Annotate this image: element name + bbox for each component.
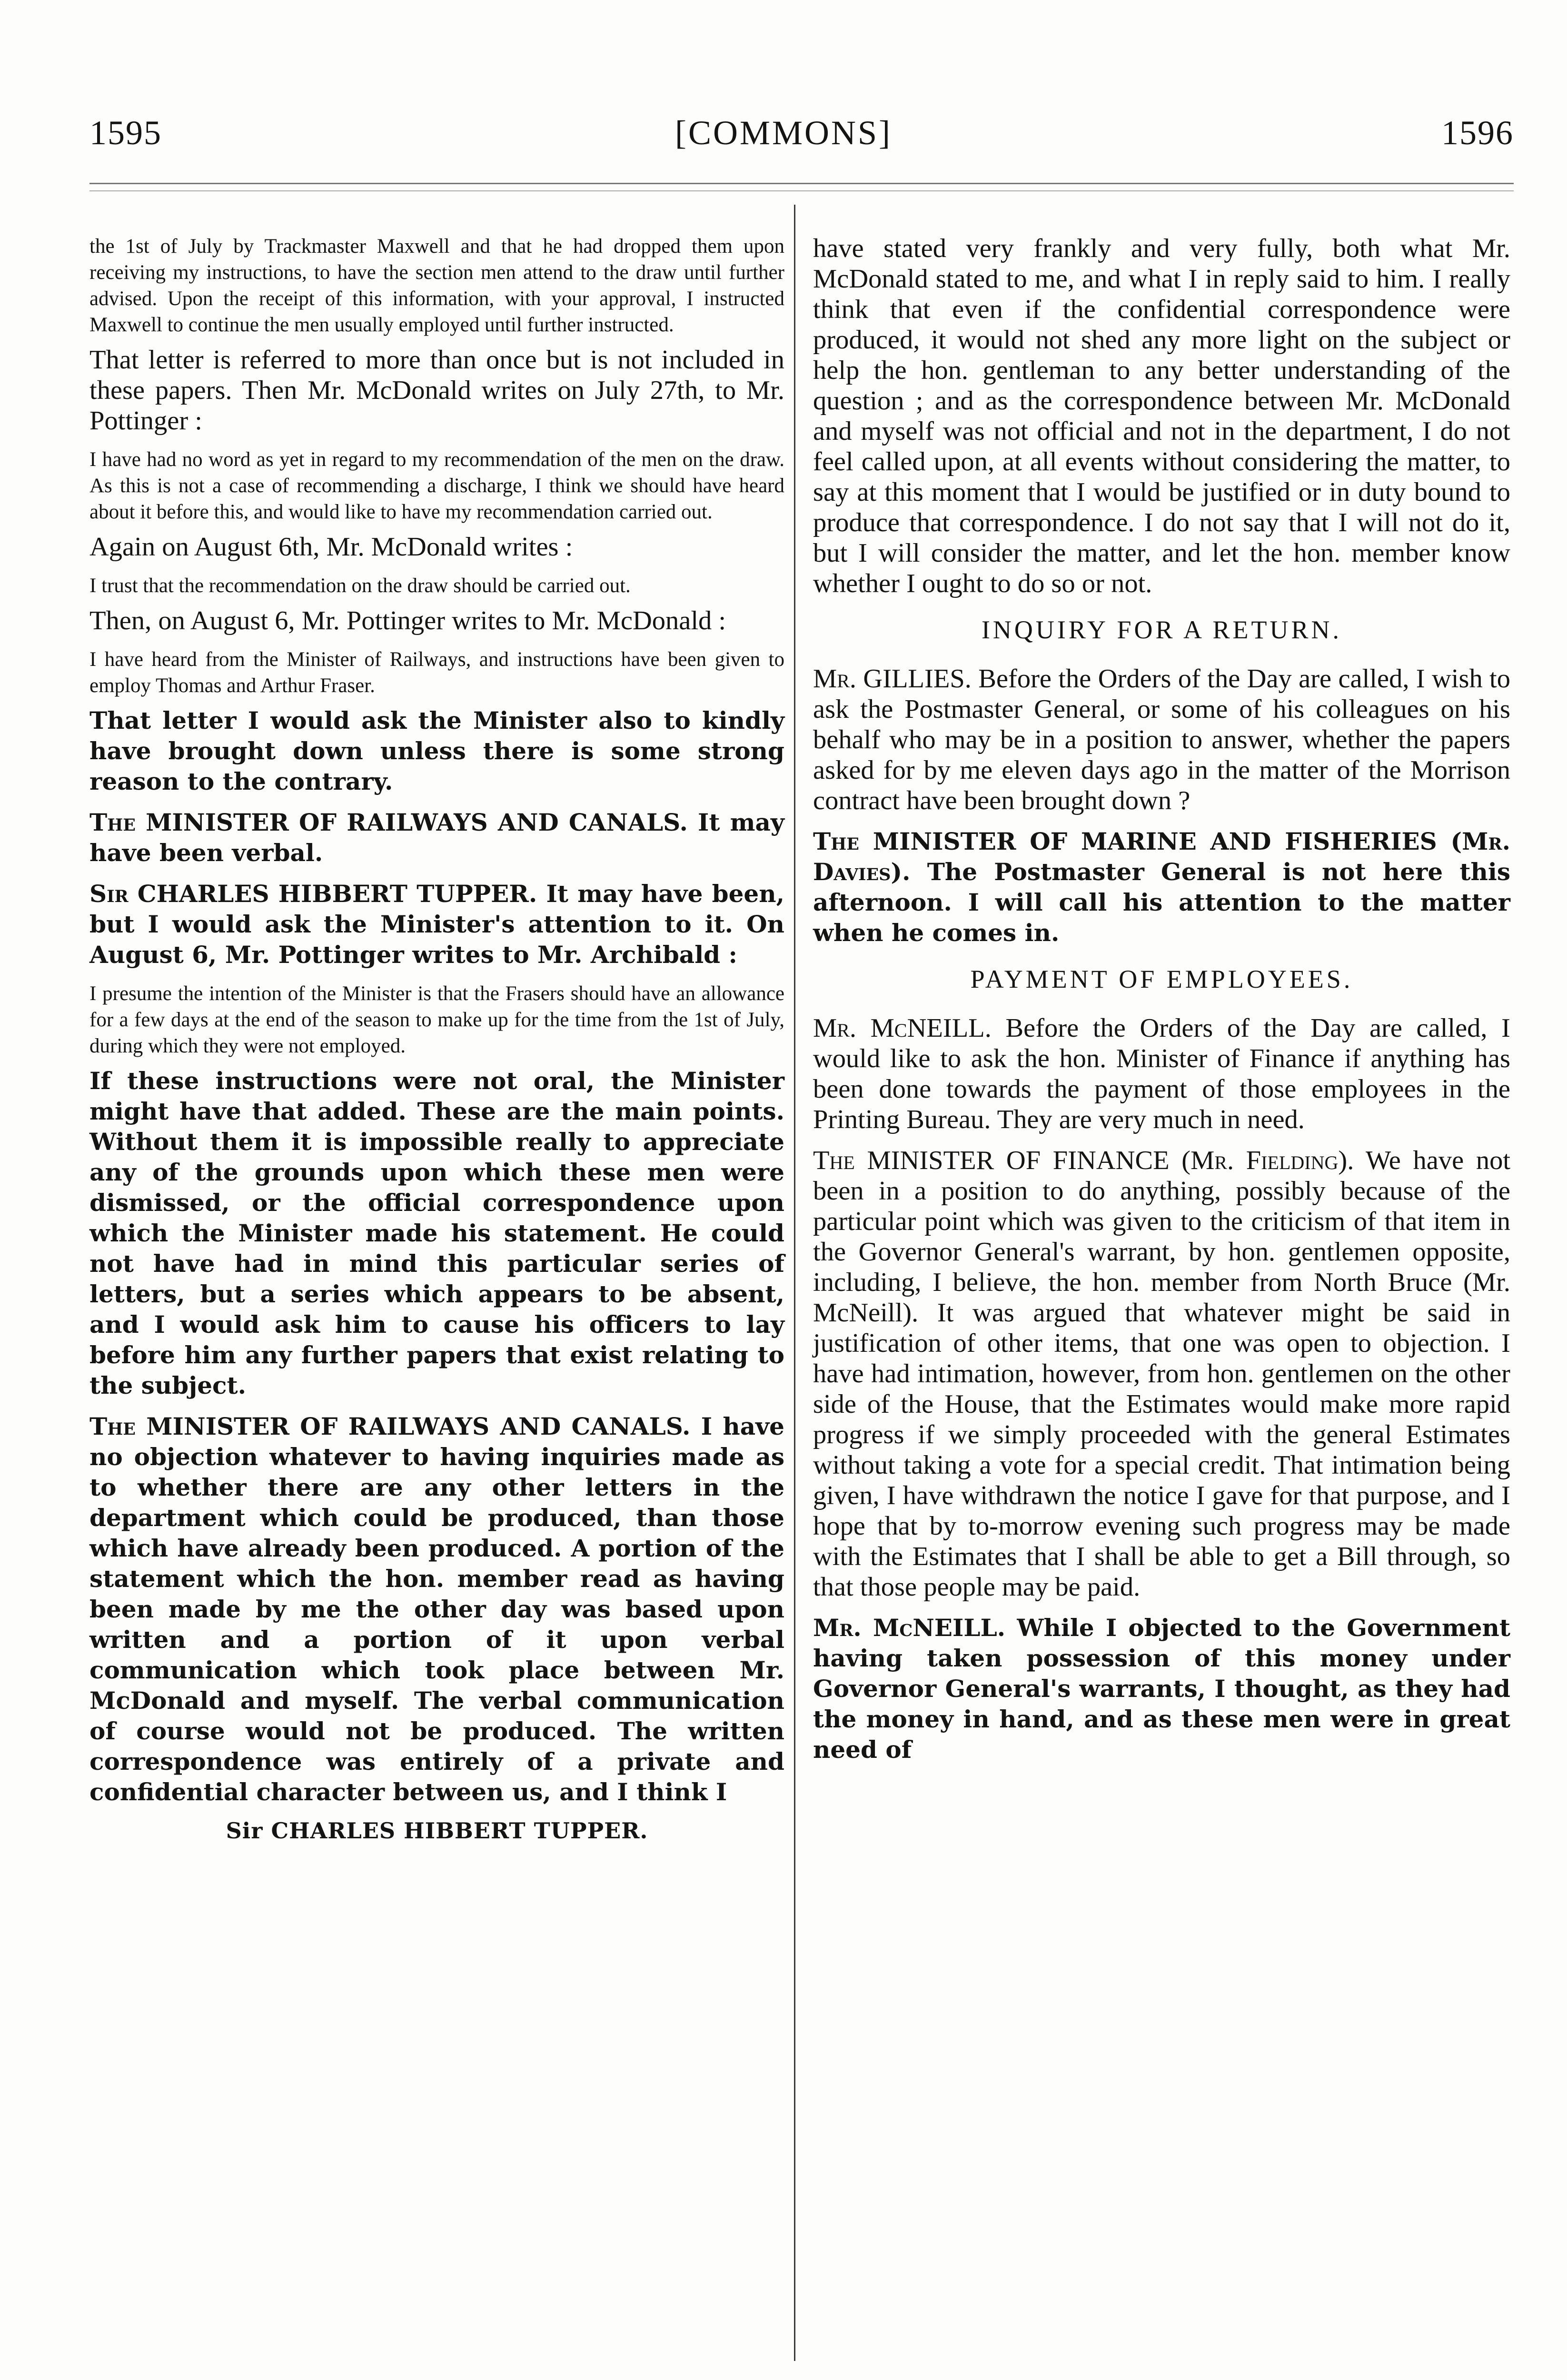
speaker-name: Mr. McNEILL. (813, 1013, 992, 1043)
paragraph: If these instructions were not oral, the Minister might have that added. These are the main points. Without them it is impossible really to appreciate any of the grounds upon which these men were dismissed, or the official correspondence upon which the Minister made his statement. He could not have had in mind this particular series of letters, but a series which appears to be absent, and I would ask him to cause his officers to lay before him any further papers that exist relating to the subject. (89, 1067, 784, 1399)
quoted-letter: I trust that the recommendation on the draw should be carried out. (89, 575, 631, 597)
speaker-name: Sir CHARLES HIBBERT TUPPER. (89, 880, 537, 908)
page-number-right: 1596 (1441, 114, 1514, 152)
column-divider (794, 205, 795, 2361)
speech-text: Before the Orders of the Day are called, I wish to ask the Postmaster General, or some of his colleagues on his behalf who may be in a position to answer, whether the papers asked for by me eleven days ago in the matter of the Morrison contract have been brought down ? (813, 664, 1511, 815)
left-column (89, 233, 784, 1844)
speech-text: While I objected to the Government having taken possession of this money under Governor General's warrants, I thought, as they had the money in hand, and as these men were in great need of (813, 1614, 1510, 1764)
speech-text: It may have been, but I would ask the Minister's attention to it. On August 6, Mr. Pottinger writes to Mr. Archibald : (89, 880, 784, 969)
speech (89, 1411, 784, 1807)
speech-text: The Postmaster General is not here this afternoon. I will call his attention to the matter when he comes in. (813, 858, 1510, 947)
speech (813, 1613, 1510, 1765)
speech (89, 807, 784, 868)
header-rule-secondary (89, 190, 1514, 191)
speaker-name: Mr. GILLIES. (813, 664, 972, 694)
page-header (0, 0, 1567, 181)
quoted-letter: I presume the intention of the Minister is that the Frasers should have an allowance for a few days at the end of the season to make up for the time from the 1st of July, during which they were not employed. (89, 982, 784, 1057)
speech-text: It may have been verbal. (89, 808, 784, 867)
continuation-speaker: Sir CHARLES HIBBERT TUPPER. (226, 1818, 648, 1844)
paragraph: That letter I would ask the Minister also to kindly have brought down unless there is some strong reason to the contrary. (89, 706, 784, 795)
speech (89, 879, 784, 970)
speaker-name: The MINISTER OF MARINE AND FISHERIES (Mr. Davies). (813, 827, 1510, 886)
speech (813, 826, 1510, 948)
right-column (813, 233, 1510, 1775)
speaker-name: Mr. McNEILL. (813, 1614, 1006, 1642)
speaker-name: The MINISTER OF FINANCE (Mr. Fielding). (813, 1146, 1354, 1175)
speech-text: We have not been in a position to do anything, possibly because of the particular point which was given to the criticism of that item in the Governor General's warrant, by hon. gentlemen opposite, including, I believe, the hon. member from North Bruce (Mr. McNeill). It was argued that whatever might be said in justification of other items, that one was open to objection. I have had intimation, however, from hon. gentlemen on the other side of the House, that the Estimates would make more rapid progress if we simply proceeded with the general Estimates without taking a vote for a special credit. That intimation being given, I have withdrawn the notice I gave for that purpose, and I hope that by to-morrow evening such progress may be made with the Estimates that I shall be able to get a Bill through, so that those people may be paid. (813, 1146, 1511, 1602)
page-number-left: 1595 (89, 114, 162, 152)
speech (813, 1013, 1510, 1135)
quoted-letter: I have heard from the Minister of Railways, and instructions have been given to employ Thomas and Arthur Fraser. (89, 648, 784, 697)
speaker-name: The MINISTER OF RAILWAYS AND CANALS. (89, 1412, 691, 1440)
quoted-letter: I have had no word as yet in regard to my recommendation of the men on the draw. As this is not a case of recommending a discharge, I think we should have heard about it before this, and would like to have my recommendation carried out. (89, 448, 784, 523)
paragraph: Again on August 6th, Mr. McDonald writes : (89, 532, 573, 562)
paragraph: That letter is referred to more than once but is not included in these papers. Then Mr. McDonald writes on July 27th, to Mr. Pottinger : (89, 345, 784, 436)
running-head: [COMMONS] (674, 114, 893, 152)
section-heading: INQUIRY FOR A RETURN. (981, 615, 1342, 644)
speech (813, 664, 1510, 816)
speaker-name: The MINISTER OF RAILWAYS AND CANALS. (89, 808, 688, 836)
quoted-letter: the 1st of July by Trackmaster Maxwell and that he had dropped them upon receiving my instructions, to have the section men attend to the draw until further advised. Upon the receipt of this information, with your approval, I instructed Maxwell to continue the men usually employed until further instructed. (89, 235, 784, 336)
header-rule (89, 183, 1514, 184)
paragraph: have stated very frankly and very fully, both what Mr. McDonald stated to me, and what I in reply said to him. I really think that even if the confidential correspondence were produced, it would not shed any more light on the subject or help the hon. gentleman to any better understanding of the question ; and as the correspondence between Mr. McDonald and myself was not official and not in the department, I do not feel called upon, at all events without considering the matter, to say at this moment that I would be justified or in duty bound to produce that correspondence. I do not say that I will not do it, but I will consider the matter, and let the hon. member know whether I ought to do so or not. (813, 234, 1510, 598)
speech-text: Before the Orders of the Day are called, I would like to ask the hon. Minister of Finance if anything has been done towards the payment of those employees in the Printing Bureau. They are very much in need. (813, 1013, 1510, 1134)
section-heading: PAYMENT OF EMPLOYEES. (970, 965, 1353, 993)
speech-text: I have no objection whatever to having inquiries made as to whether there are any other letters in the department which could be produced, than those which have already been produced. A portion of the statement which the hon. member read as having been made by me the other day was based upon written and a portion of it upon verbal communication which took place between Mr. McDonald and myself. The verbal communication of course would not be produced. The written correspondence was entirely of a private and confidential character between us, and I think I (89, 1412, 784, 1806)
speech (813, 1145, 1510, 1602)
paragraph: Then, on August 6, Mr. Pottinger writes to Mr. McDonald : (89, 606, 726, 635)
